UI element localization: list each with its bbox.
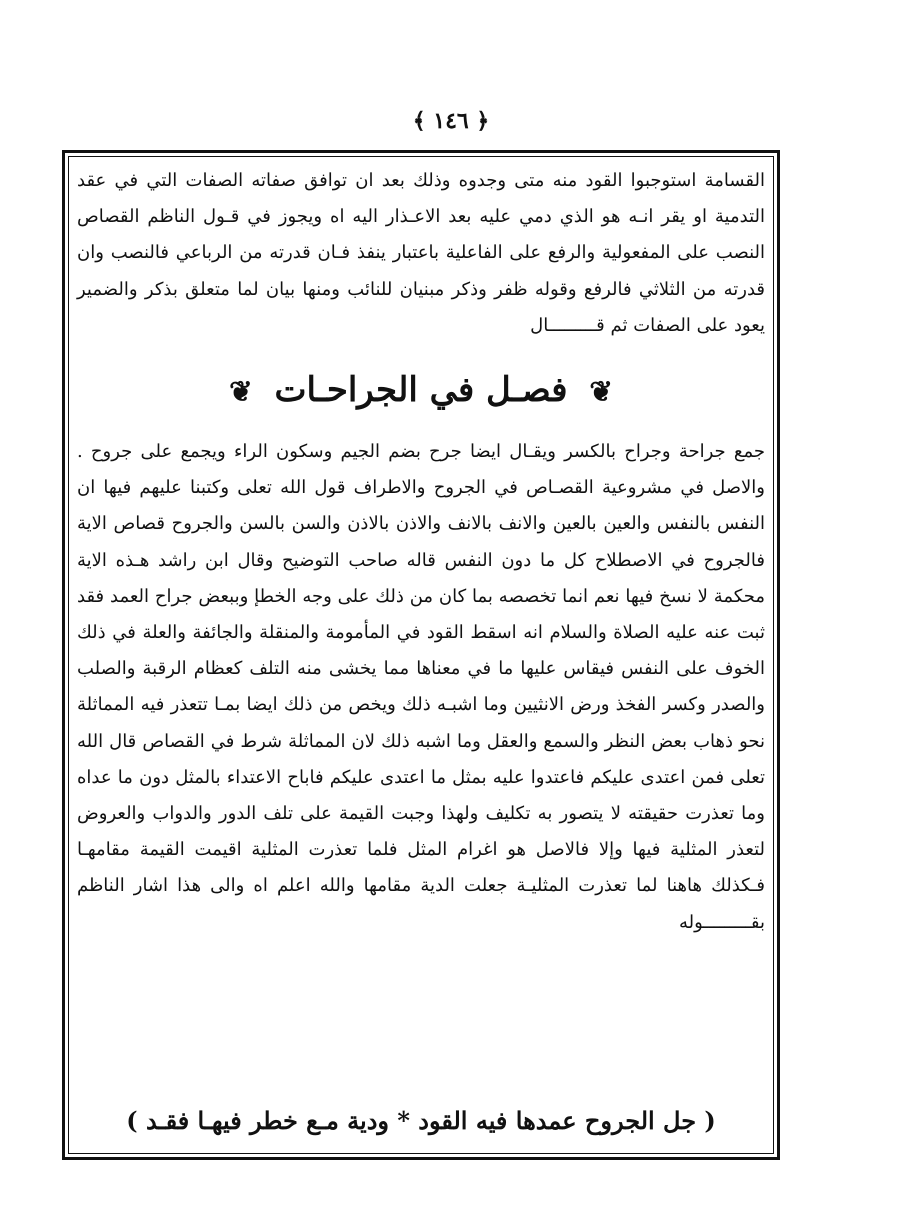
- body-paragraph: جمع جراحة وجراح بالكسر ويقـال ايضا جرح بضم الجيم وسكون الراء ويجمع على جروح . والاصل في مشروعية القصـاص في الجروح والاطراف قول الله تعلى وكتبنا عليهم فيها ان النفس بالنفس والعين بالعين والانف بالانف والاذن بالاذن والسن بالسن والجروح قصاص الاية فالجروح في الاصطلاح كل ما دون النفس قاله صاحب التوضيح وقال ابن راشد هـذه الاية محكمة لا نسخ فيها نعم انما تخصصه بما كان من ذلك على وجه الخطإ وببعض جراح العمد فقد ثبت عنه عليه الصلاة والسلام انه اسقط القود في المأمومة والمنقلة والجائفة والعلة في ذلك الخوف على النفس فيقاس عليها ما في معناها مما يخشى منه التلف كعظام الرقبة والصلب والصدر وكسر الفخذ ورض الانثيين وما اشبـه ذلك ويخص من ذلك ايضا بمـا تتعذر فيه المماثلة نحو ذهاب بعض النظر والسمع والعقل وما اشبه ذلك لان المماثلة شرط في القصاص قال الله تعلى فمن اعتدى عليكم فاعتدوا عليه بمثل ما اعتدى عليكم فاباح الاعتداء بالمثل دون ما عداه وما تعذرت حقيقته لا يتصور به تكليف ولهذا وجبت القيمة على تلف الدور والدواب والعروض لتعذر المثلية فيها وإلا فالاصل هو اغرام المثل فلما تعذرت المثلية اقيمت القيمة مقامهـا فـكذلك هاهنا لما تعذرت المثليـة جعلت الدية مقامها والله اعلم اه والى هذا اشار الناظم بقـــــــــوله: [77, 441, 765, 933]
- poem-verse: ( جل الجروح عمدها فيه القود * ودية مـع خطر فيهـا فقـد ): [126, 1106, 716, 1135]
- page-frame: [62, 150, 780, 1160]
- section-heading-block: [73, 362, 769, 420]
- top-paragraph: القسامة استوجبوا القود منه متى وجدوه وذلك بعد ان توافق صفاته الصفات التي في عقد التدمية او يقر انـه هو الذي دمي عليه بعد الاعـذار اليه اه ويجوز في قـول الناظم القصاص النصب على المفعولية والرفع على الفاعلية باعتبار ينفذ فـان قدرته من الرباعي فالنصب وان قدرته من الثلاثي فالرفع وقوله ظفر وذكر مبنيان للنائب ومنها بيان لما متعلق بذكر والضمير يعود على الصفات ثم قـــــــــال: [77, 170, 765, 336]
- page-number: ﴿ ١٤٦ ﴾: [412, 108, 490, 134]
- ornament-left-icon: ❦: [229, 375, 253, 409]
- ornament-right-icon: ❦: [589, 375, 613, 409]
- section-heading: فصـل في الجراحـات: [274, 370, 568, 411]
- page-content: [73, 163, 769, 1147]
